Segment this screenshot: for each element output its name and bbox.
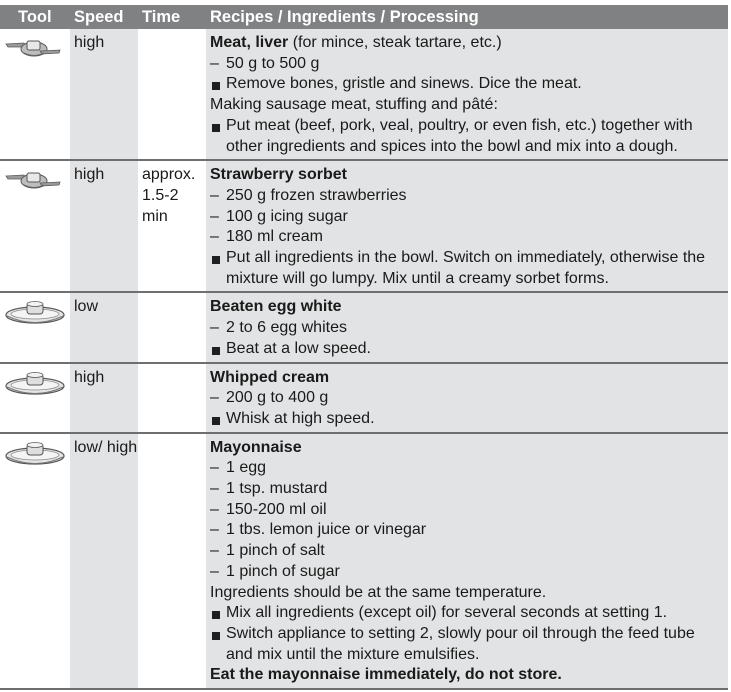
recipe-table — [0, 5, 728, 690]
whisk-disc-icon — [4, 440, 66, 471]
square-bullet-icon — [210, 409, 226, 430]
recipe-cell — [206, 161, 728, 291]
header-tool: Tool — [18, 8, 52, 26]
table-row — [0, 364, 728, 434]
dash-marker-icon: – — [210, 459, 219, 477]
item-text: 250 g frozen strawberries — [226, 186, 407, 204]
square-bullet-icon — [210, 624, 226, 665]
table-row — [0, 161, 728, 293]
dash-marker-icon: – — [210, 521, 219, 539]
square-bullet-icon — [210, 248, 226, 289]
tool-cell — [0, 434, 70, 688]
ingredient-item — [210, 207, 720, 228]
instruction-item — [210, 624, 720, 665]
speed-cell — [70, 161, 138, 291]
note-content: Making sausage meat, stuffing and pâté: — [210, 96, 498, 114]
instruction-item — [210, 116, 720, 157]
instruction-item — [210, 603, 720, 624]
item-text: Put all ingredients in the bowl. Switch on immediately, otherwise the mixture will go lumpy. Mix until a creamy sorbet forms. — [226, 249, 706, 287]
item-text: Beat at a low speed. — [226, 339, 371, 357]
dash-marker-icon: – — [210, 319, 219, 337]
dash-marker-icon: – — [210, 480, 219, 498]
whisk-disc-icon — [4, 299, 66, 330]
warning-note — [210, 665, 720, 686]
ingredient-item — [210, 186, 720, 207]
recipe-cell — [206, 364, 728, 432]
square-bullet-icon — [210, 74, 226, 95]
item-text: 200 g to 400 g — [226, 389, 329, 407]
tool-cell — [0, 293, 70, 361]
ingredient-item — [210, 458, 720, 479]
recipe-cell — [206, 293, 728, 361]
instruction-item — [210, 339, 720, 360]
speed-value: high — [74, 166, 105, 184]
square-bullet-icon — [210, 339, 226, 360]
dash-marker-icon: – — [210, 542, 219, 560]
recipe-title-line — [210, 438, 720, 459]
recipe-title: Strawberry sorbet — [210, 166, 347, 184]
dash-marker-icon: – — [210, 54, 219, 72]
ingredient-item — [210, 562, 720, 583]
square-bullet-icon — [210, 603, 226, 624]
item-text: 1 tsp. mustard — [226, 480, 328, 498]
dash-marker-icon: – — [210, 562, 219, 580]
item-text: 1 pinch of salt — [226, 542, 325, 560]
header-time: Time — [142, 8, 181, 26]
recipe-title-line — [210, 33, 720, 54]
item-text: Remove bones, gristle and sinews. Dice the meat. — [226, 75, 582, 93]
recipe-title: Meat, liver — [210, 34, 289, 51]
recipe-title-line — [210, 165, 720, 186]
recipe-title: Mayonnaise — [210, 438, 302, 456]
item-text: 1 egg — [226, 459, 267, 477]
instruction-item — [210, 74, 720, 95]
table-header — [0, 5, 728, 29]
item-text: Switch appliance to setting 2, slowly pour oil through the feed tube and mix until the mixture emulsifies. — [226, 624, 695, 663]
tool-cell — [0, 364, 70, 432]
item-text: 2 to 6 egg whites — [226, 319, 347, 337]
table-row — [0, 29, 728, 161]
time-cell — [138, 293, 206, 361]
recipe-title-line — [210, 297, 720, 318]
item-text: 1 tbs. lemon juice or vinegar — [226, 521, 427, 539]
ingredient-item — [210, 520, 720, 541]
item-text: 150-200 ml oil — [226, 500, 327, 518]
recipe-title: Whipped cream — [210, 368, 330, 386]
instruction-item — [210, 409, 720, 430]
speed-cell — [70, 29, 138, 159]
time-cell — [138, 29, 206, 159]
speed-cell — [70, 434, 138, 688]
kneading-blade-icon — [4, 35, 62, 64]
time-cell — [138, 364, 206, 432]
header-speed: Speed — [74, 8, 124, 26]
ingredient-item — [210, 541, 720, 562]
ingredient-item — [210, 388, 720, 409]
table-row — [0, 434, 728, 690]
header-recipe: Recipes / Ingredients / Processing — [210, 8, 479, 26]
recipe-title-line — [210, 368, 720, 389]
dash-marker-icon: – — [210, 389, 219, 407]
item-text: 180 ml cream — [226, 228, 323, 246]
speed-value: high — [74, 34, 105, 51]
recipe-cell — [206, 434, 728, 688]
tool-cell — [0, 29, 70, 159]
item-text: 1 pinch of sugar — [226, 562, 340, 580]
ingredient-item — [210, 479, 720, 500]
item-text: Mix all ingredients (except oil) for several seconds at setting 1. — [226, 604, 668, 622]
time-value: approx. 1.5-2 min — [142, 166, 196, 225]
note-content: Ingredients should be at the same temperature. — [210, 583, 547, 601]
item-text: 100 g icing sugar — [226, 207, 348, 225]
ingredient-item — [210, 500, 720, 521]
tool-cell — [0, 161, 70, 291]
table-body — [0, 29, 728, 690]
recipe-title: Beaten egg white — [210, 298, 342, 316]
ingredient-item — [210, 54, 720, 75]
speed-value: low — [74, 298, 99, 316]
speed-cell — [70, 293, 138, 361]
whisk-disc-icon — [4, 370, 66, 401]
table-row — [0, 293, 728, 363]
note-text — [210, 583, 720, 604]
dash-marker-icon: – — [210, 500, 219, 518]
speed-value: high — [74, 368, 105, 386]
note-content: Eat the mayonnaise immediately, do not store. — [210, 666, 562, 684]
instruction-item — [210, 248, 720, 289]
time-cell — [138, 161, 206, 291]
dash-marker-icon: – — [210, 228, 219, 246]
dash-marker-icon: – — [210, 207, 219, 225]
square-bullet-icon — [210, 116, 226, 157]
item-text: Whisk at high speed. — [226, 409, 375, 427]
ingredient-item — [210, 227, 720, 248]
speed-value: low/ high — [74, 438, 138, 456]
speed-cell — [70, 364, 138, 432]
recipe-cell — [206, 29, 728, 159]
recipe-title-note: (for mince, steak tartare, etc.) — [288, 34, 502, 51]
item-text: 50 g to 500 g — [226, 54, 320, 72]
item-text: Put meat (beef, pork, veal, poultry, or even fish, etc.) together with other ingredients and spices into the bowl and mix into a dough. — [226, 116, 693, 155]
ingredient-item — [210, 318, 720, 339]
kneading-blade-icon — [4, 167, 62, 196]
time-cell — [138, 434, 206, 688]
dash-marker-icon: – — [210, 186, 219, 204]
note-text — [210, 95, 720, 116]
